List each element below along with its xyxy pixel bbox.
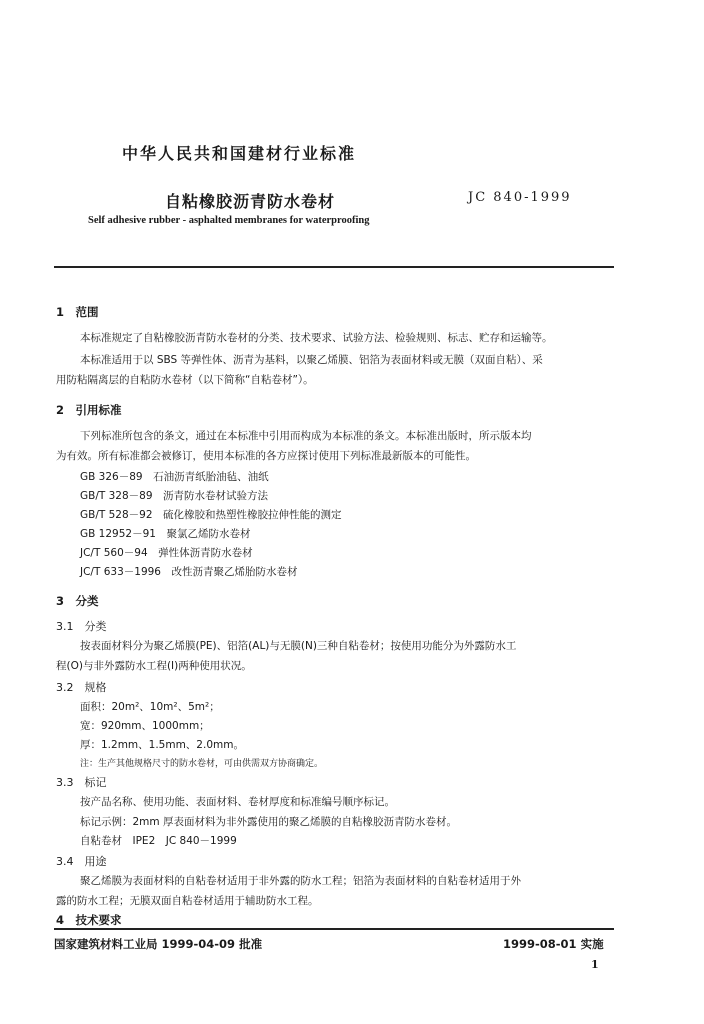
document-title: 自粘橡胶沥青防水卷材 [165, 192, 336, 211]
header-rule [54, 266, 614, 268]
section-1-paragraph-2b: 用防粘隔离层的自粘防水卷材（以下简称“自粘卷材”）。 [56, 374, 314, 386]
section-3-1-heading: 3.1 分类 [56, 620, 107, 633]
issuing-authority: 中华人民共和国建材行业标准 [122, 144, 357, 163]
section-3-4-paragraph-b: 露的防水工程；无膜双面自粘卷材适用于辅助防水工程。 [56, 895, 319, 907]
footer-rule [54, 928, 614, 930]
reference-item: JC/T 560－94 弹性体沥青防水卷材 [80, 547, 253, 559]
section-3-3-paragraph-2: 标记示例：2mm 厚表面材料为非外露使用的聚乙烯膜的自粘橡胶沥青防水卷材。 [80, 816, 457, 828]
section-3-heading: 3 分类 [56, 594, 99, 608]
reference-item: JC/T 633－1996 改性沥青聚乙烯胎防水卷材 [80, 566, 298, 578]
english-title: Self adhesive rubber - asphalted membranes for waterproofing [88, 215, 370, 226]
reference-item: GB 326－89 石油沥青纸胎油毡、油纸 [80, 471, 269, 483]
section-2-paragraph-1a: 下列标准所包含的条文，通过在本标准中引用而构成为本标准的条文。本标准出版时，所示版本均 [80, 430, 532, 442]
section-1-paragraph-1: 本标准规定了自粘橡胶沥青防水卷材的分类、技术要求、试验方法、检验规则、标志、贮存和运输等。 [80, 332, 553, 344]
section-3-3-paragraph-1: 按产品名称、使用功能、表面材料、卷材厚度和标准编号顺序标记。 [80, 796, 395, 808]
section-3-4-heading: 3.4 用途 [56, 855, 107, 868]
section-1-paragraph-2a: 本标准适用于以 SBS 等弹性体、沥青为基料，以聚乙烯膜、铝箔为表面材料或无膜（双面自粘）、采 [80, 354, 543, 366]
section-1-heading: 1 范围 [56, 305, 99, 319]
page-number: 1 [591, 958, 599, 971]
section-3-1-paragraph-b: 程(O)与非外露防水工程(I)两种使用状况。 [56, 660, 252, 672]
section-3-2-heading: 3.2 规格 [56, 681, 107, 694]
reference-item: GB/T 328－89 沥青防水卷材试验方法 [80, 490, 269, 502]
spec-area: 面积：20m²、10m²、5m²； [80, 701, 220, 713]
section-3-4-paragraph-a: 聚乙烯膜为表面材料的自粘卷材适用于非外露的防水工程；铝箔为表面材料的自粘卷材适用于外 [80, 875, 521, 887]
spec-note: 注：生产其他规格尺寸的防水卷材，可由供需双方协商确定。 [80, 759, 324, 769]
spec-width: 宽：920mm、1000mm； [80, 720, 210, 732]
marking-example: 自粘卷材 IPE2 JC 840－1999 [80, 835, 237, 847]
section-2-heading: 2 引用标准 [56, 403, 122, 417]
reference-item: GB/T 528－92 硫化橡胶和热塑性橡胶拉伸性能的测定 [80, 509, 342, 521]
effective-date: 1999-08-01 实施 [503, 937, 604, 951]
reference-item: GB 12952－91 聚氯乙烯防水卷材 [80, 528, 251, 540]
section-2-paragraph-1b: 为有效。所有标准都会被修订，使用本标准的各方应探讨使用下列标准最新版本的可能性。 [56, 450, 476, 462]
spec-thickness: 厚：1.2mm、1.5mm、2.0mm。 [80, 739, 244, 751]
section-3-3-heading: 3.3 标记 [56, 776, 107, 789]
section-3-1-paragraph-a: 按表面材料分为聚乙烯膜(PE)、铝箔(AL)与无膜(N)三种自粘卷材；按使用功能分为外露防水工 [80, 640, 517, 652]
standard-number: JC 840-1999 [468, 190, 572, 205]
approval-line: 国家建筑材料工业局 1999-04-09 批准 [54, 937, 263, 951]
section-4-heading: 4 技术要求 [56, 913, 122, 927]
